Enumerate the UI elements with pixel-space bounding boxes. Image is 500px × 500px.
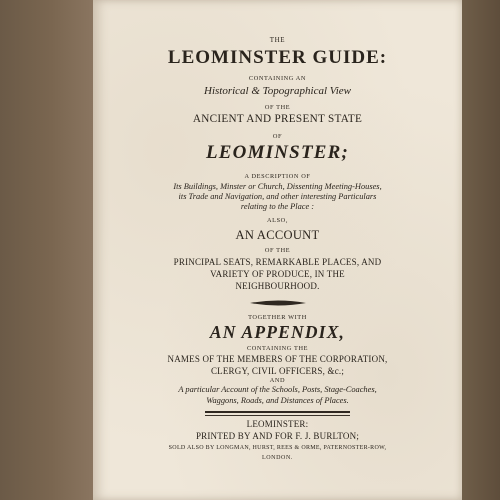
main-title: LEOMINSTER GUIDE: [167,47,388,68]
containing-the: CONTAINING THE [246,345,309,352]
ancient-present-state: ANCIENT AND PRESENT STATE [192,113,363,125]
imprint-rule-top [205,411,350,413]
account-line-1: A particular Account of the Schools, Posts, Stage-Coaches, [178,385,377,394]
of-the-2: OF THE [264,247,291,254]
seats-line-1: PRINCIPAL SEATS, REMARKABLE PLACES, AND [173,257,382,267]
containing-an: CONTAINING AN [248,75,307,82]
a-description-of: A DESCRIPTION OF [244,173,311,180]
imprint-rule-bottom [205,415,350,416]
imprint-place: LEOMINSTER: [246,419,309,429]
ornamental-dash [248,299,308,307]
description-line-3: relating to the Place : [240,202,315,211]
names-line-1: NAMES OF THE MEMBERS OF THE CORPORATION, [167,354,388,364]
description-line-2: its Trade and Navigation, and other interesting Particulars [178,192,377,201]
of-line: OF [272,133,283,140]
book-edge-right [462,0,500,500]
seats-line-3: NEIGHBOURHOOD. [235,281,320,291]
appendix-title: AN APPENDIX, [209,322,346,342]
of-the-1: OF THE [264,104,291,111]
also: ALSO, [266,217,289,224]
seats-line-2: VARIETY OF PRODUCE, IN THE [210,269,345,279]
account-line-2: Waggons, Roads, and Distances of Places. [206,396,349,405]
title-the: THE [269,36,286,44]
london: LONDON. [261,455,294,461]
book-edge-left [0,0,93,500]
description-line-1: Its Buildings, Minster or Church, Dissenting Meeting-Houses, [173,182,382,191]
names-line-2: CLERGY, CIVIL OFFICERS, &c.; [210,366,345,376]
together-with: TOGETHER WITH [248,314,307,321]
and-line: AND [269,377,286,384]
title-page [93,0,462,500]
sold-also: SOLD ALSO BY LONGMAN, HURST, REES & ORME, PATERNOSTER-ROW, [168,445,387,451]
leominster-title: LEOMINSTER; [205,142,350,163]
historical-view: Historical & Topographical View [204,85,351,97]
an-account: AN ACCOUNT [235,228,320,242]
printed-by: PRINTED BY AND FOR F. J. BURLTON; [195,431,360,441]
